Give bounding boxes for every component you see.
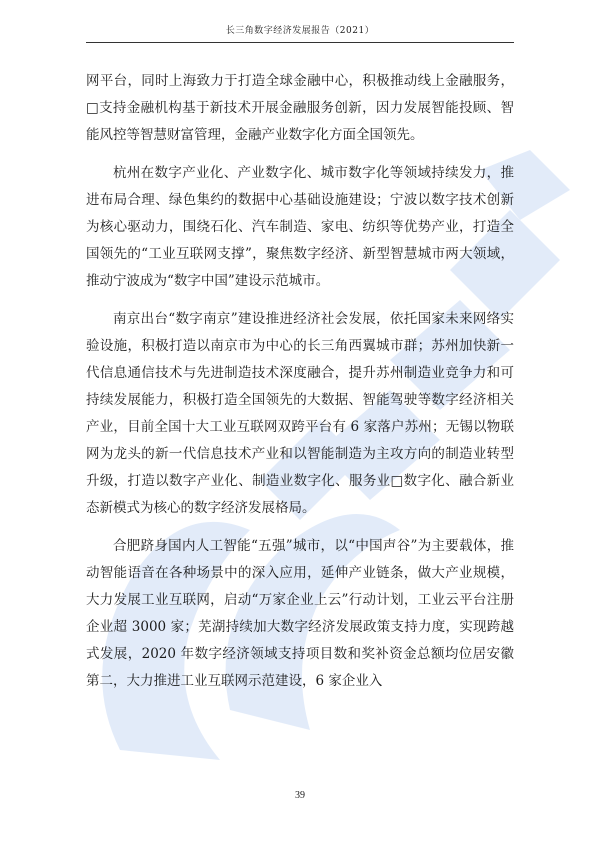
page-footer bbox=[0, 790, 600, 801]
paragraph-shanghai: 网平台，同时上海致力于打造全球金融中心，积极推动线上金融服务，□支持金融机构基于新技术开展金融服务创新，因力发展智能投顾、智能风控等智慧财富管理，金融产业数字化方面全国领先。 bbox=[86, 73, 514, 143]
page-header bbox=[86, 20, 514, 43]
header-title: 长三角数字经济发展报告（2021） bbox=[225, 26, 375, 36]
paragraph-hangzhou-ningbo: 杭州在数字产业化、产业数字化、城市数字化等领域持续发力，推进布局合理、绿色集约的数据中心基础设施建设；宁波以数字技术创新为核心驱动力，围绕石化、汽车制造、家电、纺织等优势产业，打造全国领先的“工业互联网支撑”，聚焦数字经济、新型智慧城市两大领域，推动宁波成为“数字中国”建设示范城市。 bbox=[86, 165, 514, 289]
page-number: 39 bbox=[295, 790, 305, 801]
paragraph-nanjing-suzhou-wuxi: 南京出台“数字南京”建设推进经济社会发展，依托国家未来网络实验设施，积极打造以南京市为中心的长三角西翼城市群；苏州加快新一代信息通信技术与先进制造技术深度融合，提升苏州制造业竞争力和可持续发展能力，积极打造全国领先的大数据、智能驾驶等数字经济相关产业，目前全国十大工业互联网双跨平台有 6 家落户苏州；无锡以物联网为龙头的新一代信息技术产业和以智能制造为主攻方向的制造业转型升级，打造以数字产业化、制造业数字化、服务业□数字化、融合新业态新模式为核心的数字经济发展格局。 bbox=[86, 311, 514, 516]
page-body bbox=[86, 68, 514, 706]
paragraph-hefei-wuhu: 合肥跻身国内人工智能“五强”城市，以“中国声谷”为主要载体，推动智能语音在各种场景中的深入应用，延伸产业链条，做大产业规模，大力发展工业互联网，启动“万家企业上云”行动计划，工业云平台注册企业超 3000 家；芜湖持续加大数字经济发展政策支持力度，实现跨越式发展，2020 年数字经济领域支持项目数和奖补资金总额均位居安徽第二，大力推进工业互联网示范建设，6 家企业入 bbox=[86, 538, 514, 689]
